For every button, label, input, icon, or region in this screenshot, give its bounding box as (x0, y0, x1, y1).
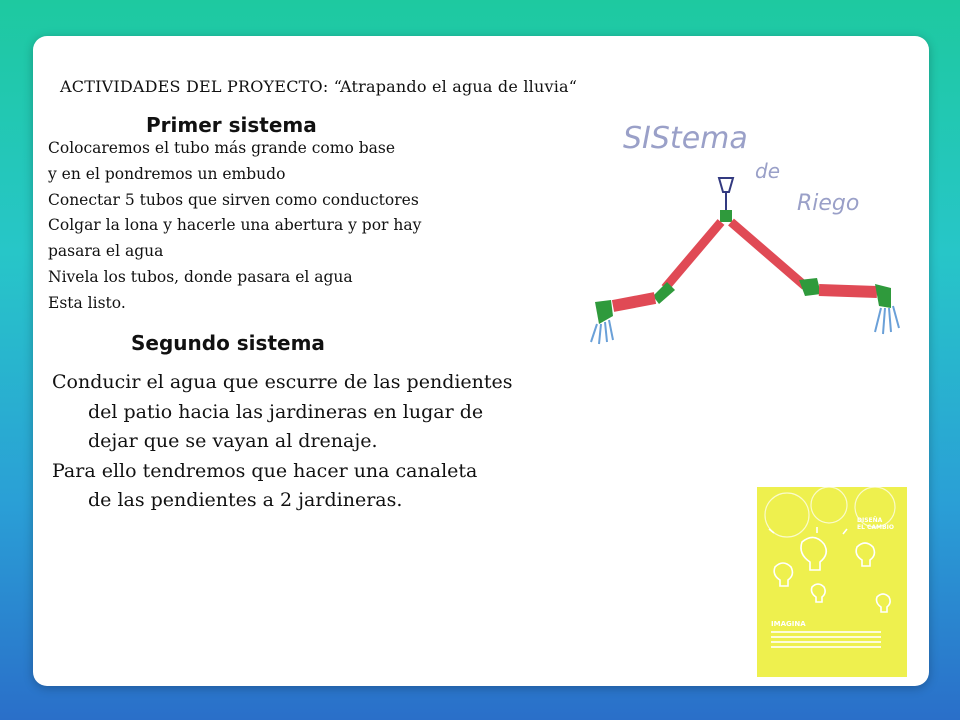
section1-line: Nivela los tubos, donde pasara el agua (48, 267, 353, 286)
section-heading-segundo: Segundo sistema (131, 331, 325, 355)
section2-line: dejar que se vayan al drenaje. (88, 430, 378, 452)
section2-line: de las pendientes a 2 jardineras. (88, 489, 403, 511)
section1-line: Conectar 5 tubos que sirven como conductores (48, 190, 419, 209)
booklet-text-lines (771, 631, 881, 651)
imagina-booklet (757, 487, 907, 677)
funnel-icon (719, 178, 733, 222)
section1-line: Esta listo. (48, 293, 126, 312)
section2-text (52, 368, 513, 516)
drawing-label-sistema: SIStema (623, 121, 748, 156)
section-heading-primer: Primer sistema (146, 113, 317, 137)
section2-line: del patio hacia las jardineras en lugar de (88, 400, 484, 423)
slide-title: ACTIVIDADES DEL PROYECTO: “Atrapando el agua de lluvia“ (60, 77, 578, 96)
section1-line: Colocaremos el tubo más grande como base (48, 139, 396, 157)
booklet-brand-line2: EL CAMBIO (857, 524, 894, 531)
booklet-word: IMAGINA (771, 620, 806, 628)
booklet-brand (857, 517, 894, 531)
drawing-label-riego: Riego (797, 191, 860, 216)
section2-line: Conducir el agua que escurre de las pendientes (52, 371, 513, 393)
section1-text (48, 136, 421, 317)
right-tubes (731, 222, 899, 334)
section1-line: Colgar la lona y hacerle una abertura y por hay (48, 216, 422, 235)
section1-line: pasara el agua (48, 242, 164, 261)
booklet-brand-line1: DISEÑA (857, 517, 883, 524)
left-tubes (591, 222, 721, 344)
drawing-label-de: de (755, 159, 780, 183)
section1-line: y en el pondremos un embudo (48, 164, 286, 183)
section2-line: Para ello tendremos que hacer una canaleta (52, 459, 478, 482)
irrigation-drawing (585, 110, 915, 355)
